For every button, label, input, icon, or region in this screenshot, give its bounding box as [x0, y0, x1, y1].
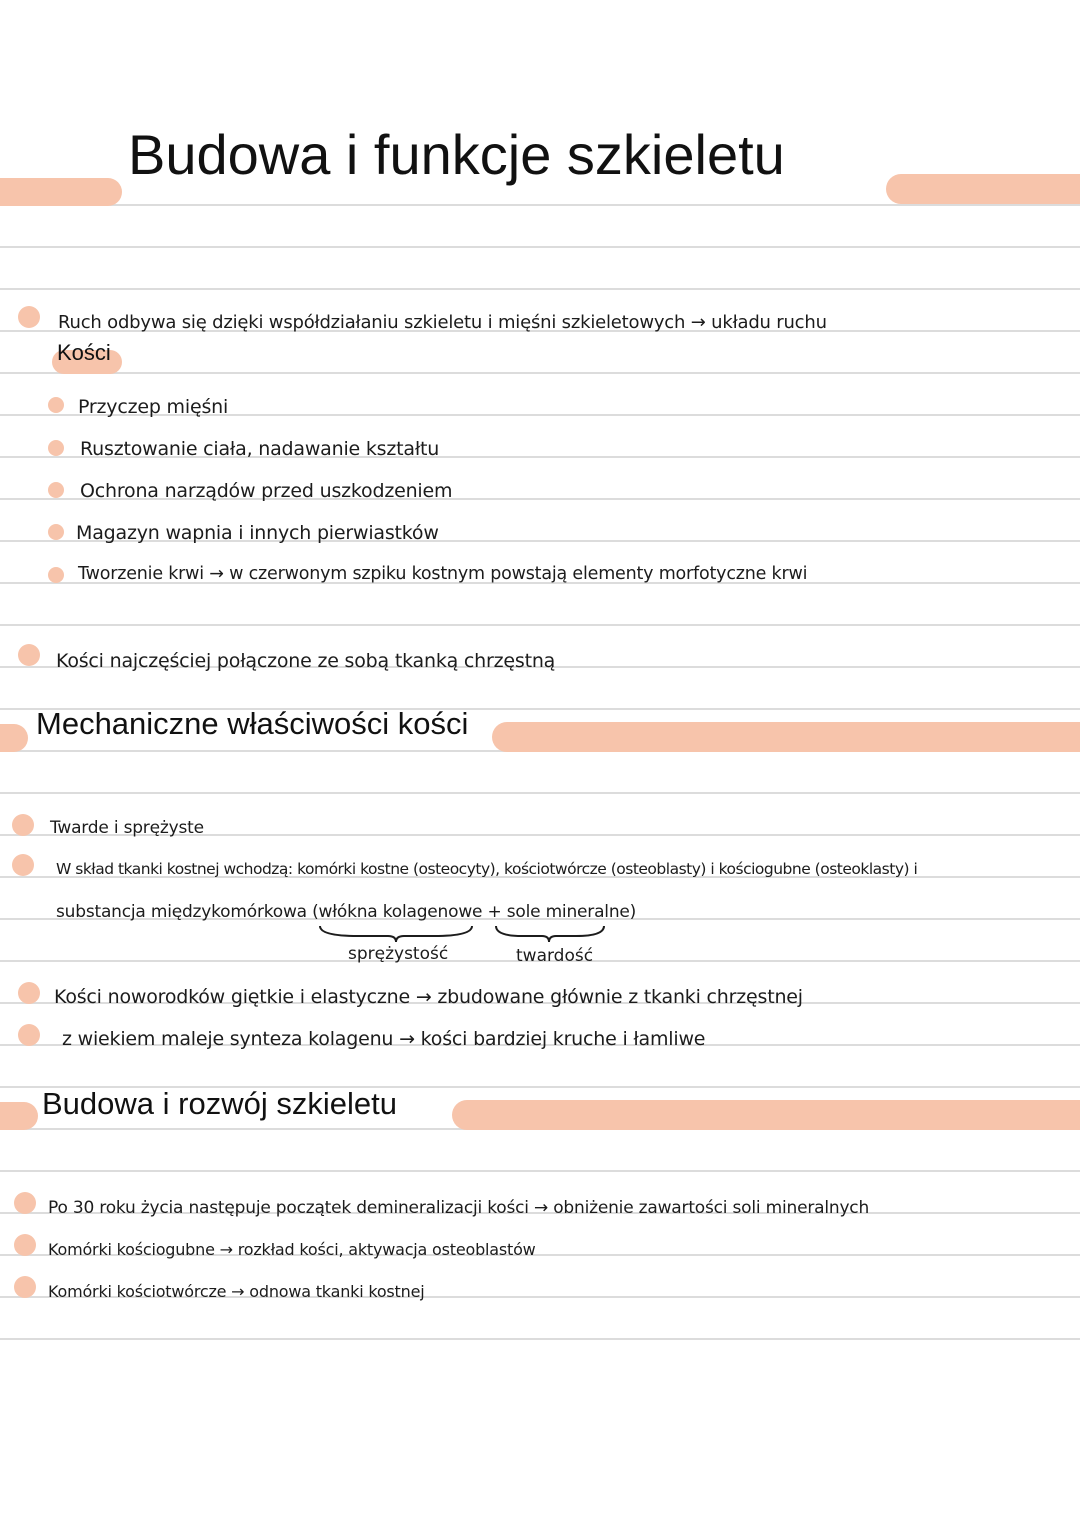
title-highlight-left [0, 178, 122, 206]
ruled-line [0, 288, 1080, 290]
function-item: Przyczep mięśni [78, 396, 229, 418]
bullet-dot [18, 644, 40, 666]
brace-label-elasticity: sprężystość [348, 944, 449, 964]
intro-text: Ruch odbywa się dzięki współdziałaniu szkieletu i mięśni szkieletowych → układu ruchu [58, 312, 827, 333]
bullet-dot [12, 854, 34, 876]
section-heading-mechanical: Mechaniczne właściwości kości [36, 706, 469, 741]
function-item: Ochrona narządów przed uszkodzeniem [80, 480, 453, 502]
development-item: Po 30 roku życia następuje początek demineralizacji kości → obniżenie zawartości soli mineralnych [48, 1198, 870, 1218]
function-item: Rusztowanie ciała, nadawanie kształtu [80, 438, 440, 460]
bullet-dot [14, 1276, 36, 1298]
ruled-line [0, 204, 1080, 206]
ruled-line [0, 792, 1080, 794]
mechanical-item: z wiekiem maleje synteza kolagenu → kości bardziej kruche i łamliwe [62, 1028, 706, 1050]
development-item: Komórki kościotwórcze → odnowa tkanki kostnej [48, 1282, 425, 1301]
bullet-dot [48, 524, 64, 540]
section-highlight-right [452, 1100, 1080, 1130]
function-item: Magazyn wapnia i innych pierwiastków [76, 522, 439, 544]
section-heading-development: Budowa i rozwój szkieletu [42, 1086, 397, 1121]
page-title: Budowa i funkcje szkieletu [128, 123, 785, 186]
ruled-line [0, 1170, 1080, 1172]
ruled-line [0, 1338, 1080, 1340]
bullet-dot [48, 440, 64, 456]
bullet-dot [48, 567, 64, 583]
title-highlight-right [886, 174, 1080, 204]
mechanical-item: W skład tkanki kostnej wchodzą: komórki kostne (osteocyty), kościotwórcze (osteoblasty) i kościogubne (osteoklasty) i [56, 860, 918, 878]
brace-hardness [494, 924, 606, 944]
bullet-dot [18, 1024, 40, 1046]
ruled-line [0, 372, 1080, 374]
mechanical-item: Twarde i sprężyste [50, 818, 204, 838]
connection-text: Kości najczęściej połączone ze sobą tkanką chrzęstną [56, 650, 556, 672]
mechanical-item: Kości noworodków giętkie i elastyczne → zbudowane głównie z tkanki chrzęstnej [54, 986, 803, 1008]
mechanical-item: substancja międzykomórkowa (włókna kolagenowe + sole mineralne) [56, 902, 637, 922]
section-highlight-left [0, 1102, 38, 1130]
brace-label-hardness: twardość [516, 946, 594, 966]
function-item: Tworzenie krwi → w czerwonym szpiku kostnym powstają elementy morfotyczne krwi [78, 564, 808, 584]
ruled-line [0, 246, 1080, 248]
section-highlight-right [492, 722, 1080, 752]
section-highlight-left [0, 724, 28, 752]
subheading-kosci: Kości [57, 340, 111, 365]
development-item: Komórki kościogubne → rozkład kości, aktywacja osteoblastów [48, 1240, 536, 1259]
brace-elasticity [318, 924, 474, 944]
bullet-dot [14, 1234, 36, 1256]
bullet-dot [14, 1192, 36, 1214]
bullet-dot [12, 814, 34, 836]
bullet-dot [48, 482, 64, 498]
bullet-dot [18, 306, 40, 328]
ruled-line [0, 624, 1080, 626]
bullet-dot [48, 397, 64, 413]
bullet-dot [18, 982, 40, 1004]
